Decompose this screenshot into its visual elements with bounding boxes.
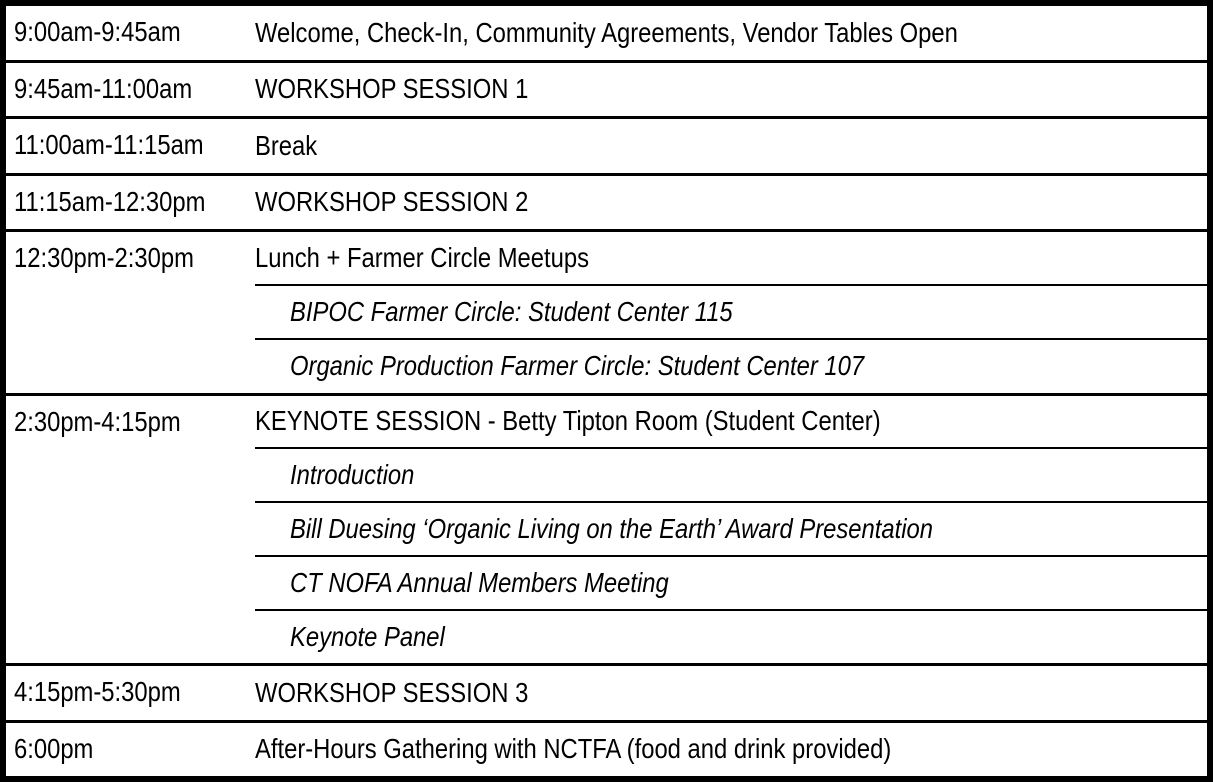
schedule-row (6, 6, 1207, 60)
sub-event-label: Introduction (290, 459, 415, 491)
event-label: After-Hours Gathering with NCTFA (food and drink provided) (255, 733, 892, 765)
sub-event-label: CT NOFA Annual Members Meeting (290, 567, 669, 599)
schedule-row (6, 720, 1207, 777)
event-cell (255, 63, 1207, 117)
time-label: 2:30pm-4:15pm (14, 405, 181, 437)
event-cell (255, 119, 1207, 173)
schedule-row-keynote-group (6, 393, 1207, 664)
time-cell (6, 666, 255, 720)
sub-event-label: BIPOC Farmer Circle: Student Center 115 (290, 296, 733, 328)
event-label: WORKSHOP SESSION 2 (255, 186, 529, 218)
time-cell (6, 6, 255, 60)
time-label: 9:45am-11:00am (14, 72, 193, 104)
event-cell (255, 723, 1207, 777)
time-cell (6, 396, 255, 664)
event-cell (255, 666, 1207, 720)
sub-event-row (255, 447, 1207, 501)
time-label: 12:30pm-2:30pm (14, 242, 194, 273)
event-cell (255, 6, 1207, 60)
event-label: WORKSHOP SESSION 1 (255, 73, 529, 105)
schedule-row (6, 173, 1207, 230)
schedule-row (6, 116, 1207, 173)
sub-event-row (255, 284, 1207, 338)
time-cell (6, 232, 255, 393)
time-label: 6:00pm (14, 732, 94, 764)
event-label: WORKSHOP SESSION 3 (255, 676, 529, 708)
schedule-row-lunch-group (6, 229, 1207, 393)
schedule-row (6, 663, 1207, 720)
time-label: 11:00am-11:15am (14, 129, 204, 160)
event-label: Welcome, Check-In, Community Agreements, Vendor Tables Open (255, 16, 958, 48)
time-label: 9:00am-9:45am (14, 16, 181, 47)
sub-event-label: Bill Duesing ‘Organic Living on the Earth’ Award Presentation (290, 513, 933, 545)
event-cell (255, 176, 1207, 230)
event-cell (255, 232, 1207, 393)
event-cell (255, 396, 1207, 664)
sub-event-row (255, 609, 1207, 663)
time-label: 4:15pm-5:30pm (14, 676, 181, 707)
time-cell (6, 176, 255, 230)
sub-event-row (255, 501, 1207, 555)
time-cell (6, 119, 255, 173)
time-label: 11:15am-12:30pm (14, 185, 206, 217)
event-label: Break (255, 129, 318, 161)
sub-event-label: Organic Production Farmer Circle: Student Center 107 (290, 350, 865, 382)
sub-event-label: Keynote Panel (290, 621, 445, 653)
event-label: KEYNOTE SESSION - Betty Tipton Room (Student Center) (255, 405, 881, 437)
schedule-row (6, 60, 1207, 117)
time-cell (6, 63, 255, 117)
sub-event-row (255, 338, 1207, 392)
sub-event-row (255, 555, 1207, 609)
event-label: Lunch + Farmer Circle Meetups (255, 242, 589, 274)
time-cell (6, 723, 255, 777)
